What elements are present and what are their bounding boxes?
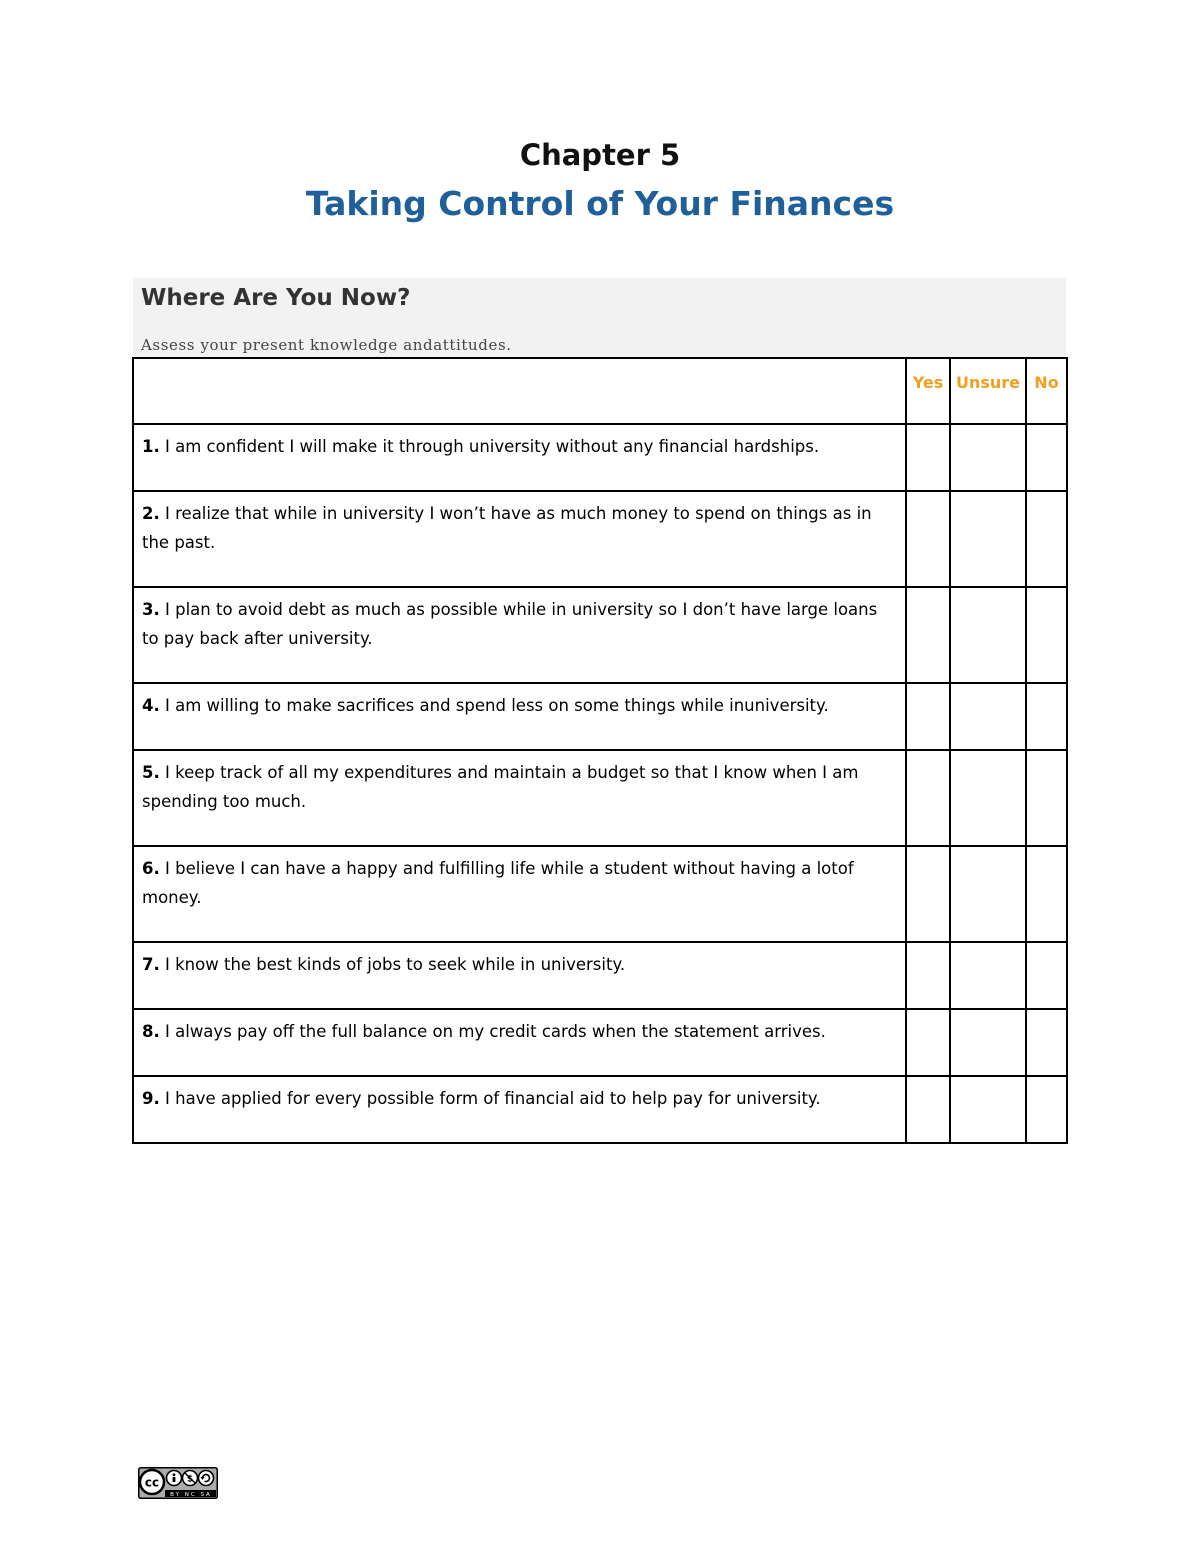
statement-cell: 3. I plan to avoid debt as much as possible while in university so I don’t have large loans to pay back after university. (133, 587, 906, 683)
answer-no-cell[interactable] (1026, 1076, 1067, 1143)
column-header-yes: Yes (906, 358, 950, 424)
answer-no-cell[interactable] (1026, 491, 1067, 587)
table-row (133, 683, 1067, 750)
answer-unsure-cell[interactable] (950, 1076, 1026, 1143)
answer-unsure-cell[interactable] (950, 846, 1026, 942)
chapter-title: Taking Control of Your Finances (305, 184, 895, 223)
table-row (133, 750, 1067, 846)
answer-no-cell[interactable] (1026, 683, 1067, 750)
table-row (133, 491, 1067, 587)
statement-number: 3 (142, 600, 154, 619)
statement-text: I keep track of all my expenditures and maintain a budget so that I know when I am spending too much. (142, 763, 859, 811)
table-row (133, 587, 1067, 683)
chapter-label: Chapter 5 (519, 138, 681, 172)
statement-column-header (133, 358, 906, 424)
answer-yes-cell[interactable] (906, 750, 950, 846)
column-header-unsure: Unsure (950, 358, 1026, 424)
answer-yes-cell[interactable] (906, 491, 950, 587)
statement-text: I believe I can have a happy and fulfilling life while a student without having a lotof money. (142, 859, 854, 907)
statement-text: I realize that while in university I won’t have as much money to spend on things as in the past. (142, 504, 872, 552)
answer-unsure-cell[interactable] (950, 587, 1026, 683)
statement-cell: 2. I realize that while in university I won’t have as much money to spend on things as in the past. (133, 491, 906, 587)
column-header-no: No (1026, 358, 1067, 424)
section-heading: Where Are You Now? (141, 285, 411, 311)
statement-number: 7 (142, 955, 154, 974)
answer-yes-cell[interactable] (906, 1076, 950, 1143)
statement-text: I know the best kinds of jobs to seek while in university. (159, 955, 626, 974)
answer-unsure-cell[interactable] (950, 942, 1026, 1009)
statement-cell: 7. I know the best kinds of jobs to seek while in university. (133, 942, 906, 1009)
statement-cell: 9. I have applied for every possible form of financial aid to help pay for university. (133, 1076, 906, 1143)
statement-number: 4 (142, 696, 154, 715)
answer-no-cell[interactable] (1026, 587, 1067, 683)
section-header (133, 278, 1066, 358)
statement-text: I am confident I will make it through university without any financial hardships. (159, 437, 820, 456)
statement-cell: 4. I am willing to make sacrifices and spend less on some things while inuniversity. (133, 683, 906, 750)
statement-text: I am willing to make sacrifices and spend less on some things while inuniversity. (159, 696, 829, 715)
statement-text: I always pay off the full balance on my credit cards when the statement arrives. (159, 1022, 826, 1041)
answer-yes-cell[interactable] (906, 846, 950, 942)
svg-text:$: $ (186, 1474, 194, 1485)
cc-logo-text: cc (144, 1475, 160, 1490)
table-row (133, 424, 1067, 491)
answer-unsure-cell[interactable] (950, 1009, 1026, 1076)
statement-number: 9 (142, 1089, 154, 1108)
statement-number: 8 (142, 1022, 154, 1041)
statement-cell: 6. I believe I can have a happy and fulfilling life while a student without having a lotof money. (133, 846, 906, 942)
statement-cell: 8. I always pay off the full balance on my credit cards when the statement arrives. (133, 1009, 906, 1076)
table-row (133, 846, 1067, 942)
statement-cell: 1. I am confident I will make it through university without any financial hardships. (133, 424, 906, 491)
statement-text: I plan to avoid debt as much as possible while in university so I don’t have large loans to pay back after university. (142, 600, 878, 648)
answer-no-cell[interactable] (1026, 750, 1067, 846)
table-row (133, 1076, 1067, 1143)
answer-yes-cell[interactable] (906, 942, 950, 1009)
answer-no-cell[interactable] (1026, 424, 1067, 491)
statement-text: I have applied for every possible form of financial aid to help pay for university. (159, 1089, 821, 1108)
statement-number: 1 (142, 437, 154, 456)
answer-unsure-cell[interactable] (950, 683, 1026, 750)
answer-unsure-cell[interactable] (950, 424, 1026, 491)
answer-yes-cell[interactable] (906, 587, 950, 683)
answer-yes-cell[interactable] (906, 424, 950, 491)
table-row (133, 942, 1067, 1009)
license-terms: BY NC SA (170, 1492, 212, 1498)
answer-unsure-cell[interactable] (950, 750, 1026, 846)
self-assessment-table (132, 357, 1068, 1144)
table-header-row (133, 358, 1067, 424)
answer-unsure-cell[interactable] (950, 491, 1026, 587)
answer-yes-cell[interactable] (906, 1009, 950, 1076)
table-row (133, 1009, 1067, 1076)
answer-no-cell[interactable] (1026, 942, 1067, 1009)
cc-by-nc-sa-icon (138, 1467, 218, 1499)
answer-no-cell[interactable] (1026, 1009, 1067, 1076)
answer-yes-cell[interactable] (906, 683, 950, 750)
statement-cell: 5. I keep track of all my expenditures and maintain a budget so that I know when I am spending too much. (133, 750, 906, 846)
answer-no-cell[interactable] (1026, 846, 1067, 942)
statement-number: 6 (142, 859, 154, 878)
statement-number: 2 (142, 504, 154, 523)
statement-number: 5 (142, 763, 154, 782)
section-instruction: Assess your present knowledge andattitudes. (141, 336, 512, 354)
